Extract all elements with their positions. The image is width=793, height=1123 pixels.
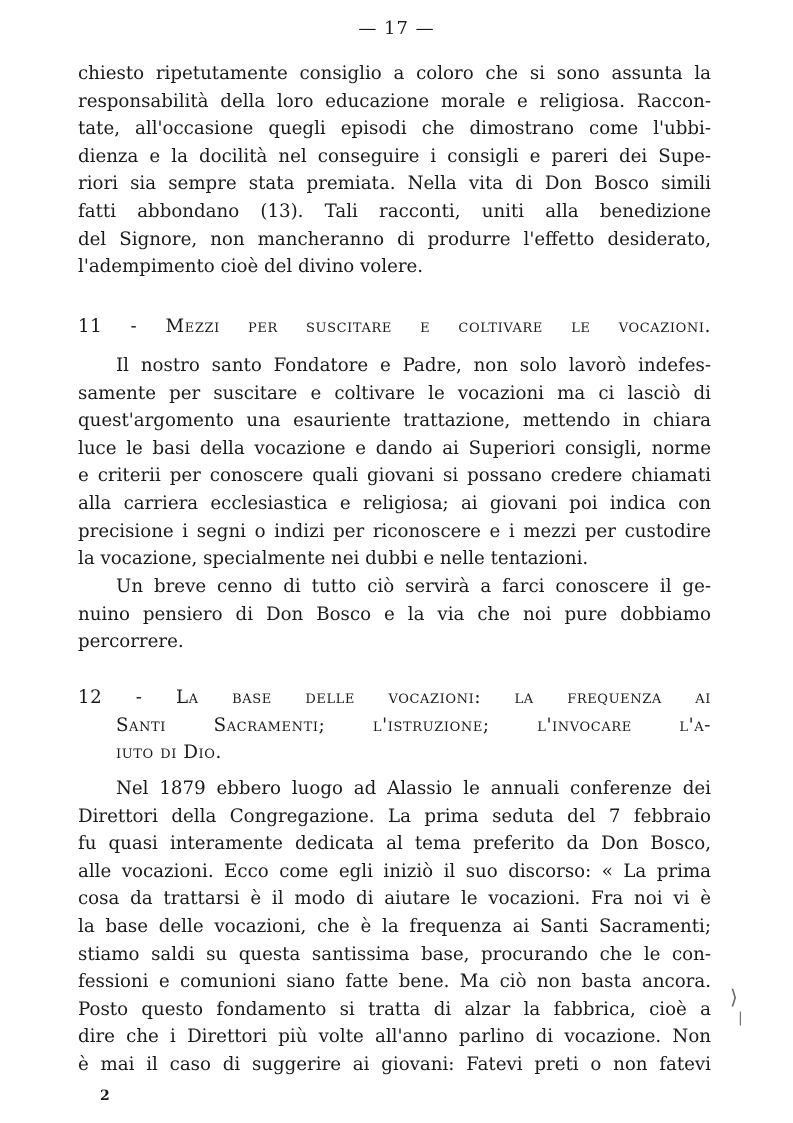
- text-line: stiamo saldi su questa santissima base, procurando che le con-: [78, 943, 711, 965]
- text-line: samente per suscitare e coltivare le vocazioni ma ci lasciò di: [78, 382, 711, 404]
- text-line: Il nostro santo Fondatore e Padre, non solo lavorò indefes-: [116, 355, 711, 376]
- text-line: nuino pensiero di Don Bosco e la via che noi pure dobbiamo: [78, 603, 711, 625]
- text-line: responsabilità della loro educazione morale e religiosa. Raccon-: [78, 90, 711, 112]
- text-line: precisione i segni o indizi per riconoscere e i mezzi per custodire: [78, 520, 711, 542]
- text-line: fessioni e comunioni siano fatte bene. Ma ciò non basta ancora.: [78, 971, 711, 993]
- page-number: — 17 —: [358, 18, 435, 39]
- text-line: cosa da trattarsi è il modo di aiutare le vocazioni. Fra noi vi è: [78, 888, 711, 910]
- text-line: Direttori della Congregazione. La prima seduta del 7 febbraio: [78, 805, 711, 827]
- paragraph-1: [78, 60, 711, 281]
- section-heading-12: [78, 684, 711, 767]
- text-line: è mai il caso di suggerire ai giovani: Fatevi preti o non fatevi: [78, 1053, 711, 1075]
- text-line: fatti abbondano (13). Tali racconti, uniti alla benedizione: [78, 200, 711, 222]
- text-line: alla carriera ecclesiastica e religiosa; ai giovani poi indica con: [78, 492, 711, 514]
- text-line: luce le basi della vocazione e dando ai Superiori consigli, norme: [78, 437, 711, 459]
- text-line: tate, all'occasione quegli episodi che dimostrano come l'ubbi-: [78, 118, 711, 140]
- text-line: Posto questo fondamento si tratta di alzar la fabbrica, cioè a: [78, 998, 711, 1020]
- text-line: quest'argomento una esauriente trattazione, mettendo in chiara: [78, 410, 711, 432]
- text-line: riori sia sempre stata premiata. Nella vita di Don Bosco simili: [78, 173, 711, 195]
- text-line: fu quasi interamente dedicata al tema preferito da Don Bosco,: [78, 833, 711, 855]
- margin-mark: ⟩: [730, 985, 738, 1009]
- text-line: la base delle vocazioni, che è la frequenza ai Santi Sacramenti;: [78, 915, 711, 937]
- text-line: chiesto ripetutamente consiglio a coloro che si sono assunta la: [78, 63, 711, 84]
- text-line: Nel 1879 ebbero luogo ad Alassio le annuali conferenze dei: [116, 778, 711, 799]
- paragraph-3: [78, 573, 711, 656]
- signature-mark: 2: [100, 1088, 110, 1104]
- heading-line: 12 - La base delle vocazioni: la frequenza ai: [78, 687, 711, 708]
- paragraph-4: [78, 775, 711, 1079]
- paragraph-2: [78, 352, 711, 573]
- heading-line: iuto di Dio.: [116, 742, 222, 764]
- heading-line: Santi Sacramenti; l'istruzione; l'invocare l'a-: [116, 714, 711, 736]
- text-line: dire che i Direttori più volte all'anno parlino di vocazione. Non: [78, 1026, 711, 1048]
- text-line: e criterii per conoscere quali giovani si possano credere chiamati: [78, 465, 711, 487]
- margin-mark: |: [738, 1010, 743, 1026]
- text-line: l'adempimento cioè del divino volere.: [78, 256, 424, 278]
- text-line: Un breve cenno di tutto ciò servirà a farci conoscere il ge-: [116, 576, 711, 597]
- text-line: la vocazione, specialmente nei dubbi e nelle tentazioni.: [78, 548, 589, 570]
- text-line: percorrere.: [78, 631, 184, 653]
- heading-line: 11 - Mezzi per suscitare e coltivare le vocazioni.: [78, 316, 711, 337]
- text-line: alle vocazioni. Ecco come egli iniziò il suo discorso: « La prima: [78, 860, 711, 882]
- section-heading-11: [78, 313, 711, 341]
- text-line: del Signore, non mancheranno di produrre l'effetto desiderato,: [78, 228, 711, 250]
- text-line: dienza e la docilità nel conseguire i consigli e pareri dei Supe-: [78, 145, 711, 167]
